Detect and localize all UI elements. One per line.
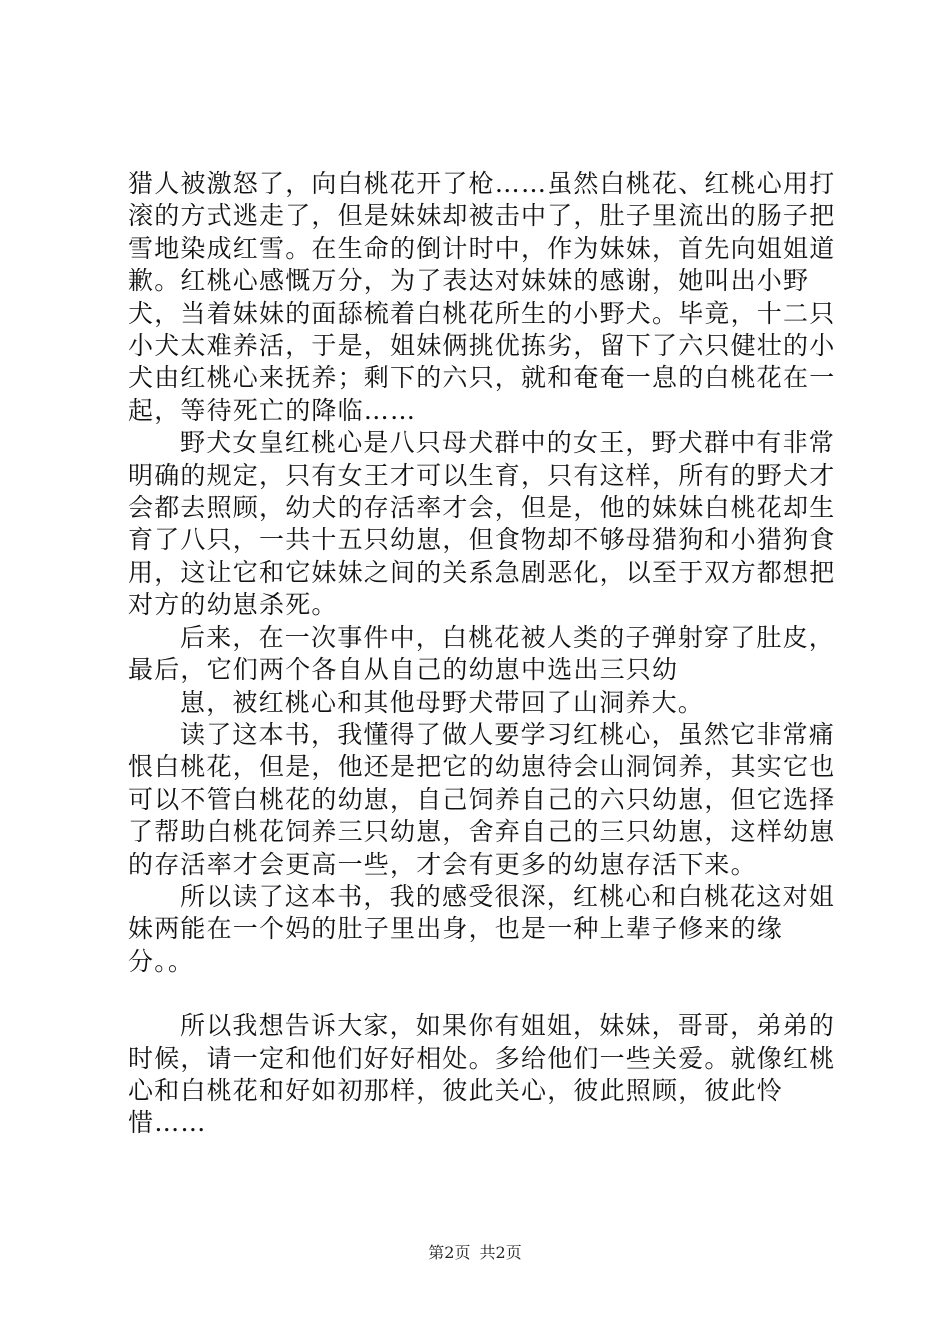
- page-footer: [0, 1243, 950, 1263]
- paragraph-brought-back: 崽，被红桃心和其他母野犬带回了山洞养大。: [180, 687, 705, 717]
- paragraph-queen-rule: 野犬女皇红桃心是八只母犬群中的女王，野犬群中有非常明确的规定，只有女王才可以生育，只有这样，所有的野犬才会都去照顾，幼犬的存活率才会，但是，他的妹妹白桃花却生育了八只，一共十五只幼崽，但食物却不够母猎狗和小猎狗食用，这让它和它妹妹之间的关系急剧恶化，以至于双方都想把对方的幼崽杀死。: [128, 428, 836, 620]
- document-body: [128, 168, 848, 1140]
- paragraph-gap: [128, 978, 848, 1010]
- paragraph-advice: 所以我想告诉大家，如果你有姐姐，妹妹，哥哥，弟弟的时候，请一定和他们好好相处。多给他们一些关爱。就像红桃心和白桃花和好如初那样，彼此关心，彼此照顾，彼此怜惜……: [128, 1011, 836, 1138]
- page-total: 共2页: [479, 1243, 522, 1262]
- page-number: 第2页: [428, 1243, 471, 1262]
- paragraph-feeling: 所以读了这本书，我的感受很深，红桃心和白桃花这对姐妹两能在一个妈的肚子里出身，也是一种上辈子修来的缘分。。: [128, 881, 836, 976]
- paragraph-lesson: 读了这本书，我懂得了做人要学习红桃心，虽然它非常痛恨白桃花，但是，他还是把它的幼崽待会山洞饲养，其实它也可以不管白桃花的幼崽，自己饲养自己的六只幼崽，但它选择了帮助白桃花饲养三只幼崽，舍弃自己的三只幼崽，这样幼崽的存活率才会更高一些，才会有更多的幼崽存活下来。: [128, 719, 836, 879]
- paragraph-later-event: 后来，在一次事件中，白桃花被人类的子弹射穿了肚皮，最后，它们两个各自从自己的幼崽中选出三只幼: [128, 622, 836, 685]
- paragraph-hunter-shot: 猎人被激怒了，向白桃花开了枪……虽然白桃花、红桃心用打滚的方式逃走了，但是妹妹却被击中了，肚子里流出的肠子把雪地染成红雪。在生命的倒计时中，作为妹妹，首先向姐姐道歉。红桃心感慨万分，为了表达对妹妹的感谢，她叫出小野犬，当着妹妹的面舔梳着白桃花所生的小野犬。毕竟，十二只小犬太难养活，于是，姐妹俩挑优拣劣，留下了六只健壮的小犬由红桃心来抚养；剩下的六只，就和奄奄一息的白桃花在一起，等待死亡的降临……: [128, 169, 836, 425]
